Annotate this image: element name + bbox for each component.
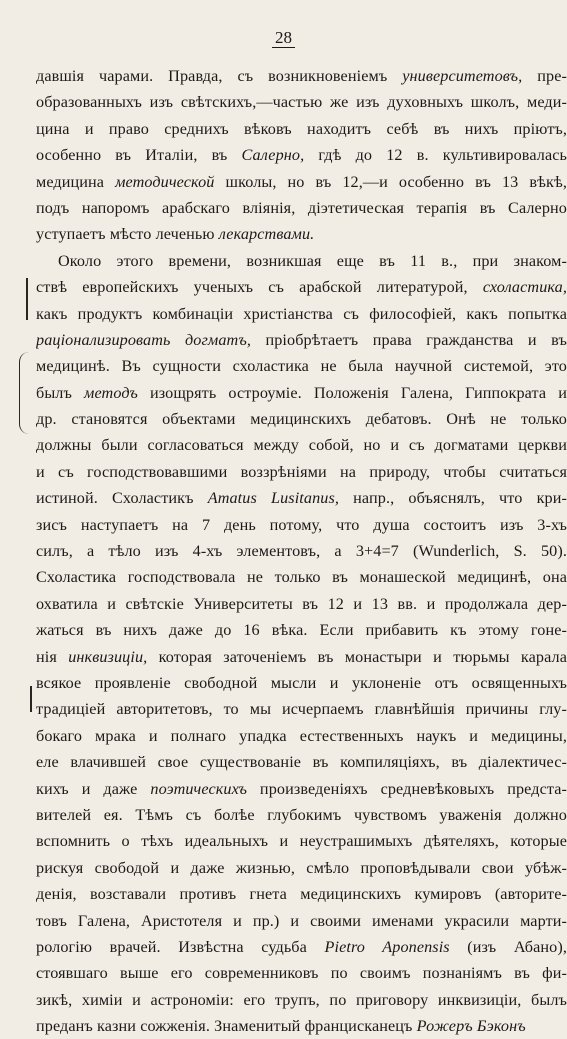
text-line <box>36 142 567 168</box>
text-line <box>36 802 567 828</box>
text-line <box>36 776 567 802</box>
text-line-tail: изощрять остроуміе. Положенія Галена, Гиппократа и <box>138 384 567 402</box>
text-line-plain: зисъ наступаетъ на 7 день потому, что душа состоитъ изъ 3-хъ <box>36 516 567 534</box>
text-line <box>36 169 567 195</box>
text-line-italic: методъ <box>84 384 138 402</box>
text-line <box>36 723 567 749</box>
text-line-plain: товъ Галена, Аристотеля и пр.) и своими именами украсили марти- <box>36 912 567 930</box>
text-line-plain: былъ <box>36 384 84 402</box>
text-line <box>36 987 567 1013</box>
text-line-italic: Amatus Lusitanus, <box>208 489 339 507</box>
text-line <box>36 459 567 485</box>
text-line-plain: медицинѣ. Въ сущности схоластика не была научной системой, это <box>36 357 567 375</box>
text-line-plain: денія, возставали противъ гнета медицинскихъ кумировъ (авторите- <box>36 885 567 903</box>
text-line <box>36 248 567 274</box>
text-line-plain: зикѣ, химіи и астрономіи: его трупъ, по приговору инквизиціи, былъ <box>36 991 567 1009</box>
text-line-plain: подъ напоромъ арабскаго вліянія, діэтетическая терапія въ Салерно <box>36 199 567 217</box>
text-line <box>36 274 567 300</box>
text-line <box>36 960 567 986</box>
text-line-plain: Около этого времени, возникшая еще въ 11 в., при знаком- <box>58 252 567 270</box>
text-line-plain: и съ господствовавшими воззрѣніями на природу, чтобы считаться <box>36 463 567 481</box>
text-line-italic: университетовъ, <box>402 67 522 85</box>
text-line-italic: Рожеръ Бэконъ <box>417 1017 526 1035</box>
text-line <box>36 908 567 934</box>
body-text <box>36 63 567 1039</box>
text-line-plain: рискуя свободой и даже жизнью, смѣло проповѣдывали свои убѣж- <box>36 859 567 877</box>
text-line-italic: схоластика, <box>483 278 567 296</box>
text-line <box>36 301 567 327</box>
text-line-italic: раціонализировать догматъ, <box>36 331 251 349</box>
page-number <box>0 28 567 48</box>
text-line <box>36 881 567 907</box>
text-line <box>36 564 567 590</box>
text-line-plain: какъ продуктъ комбинаціи христіанства съ философіей, какъ попытка <box>36 305 567 323</box>
text-line-tail: гдѣ до 12 в. культивировалась <box>304 146 567 164</box>
text-line-plain: преданъ казни сожженія. Знаменитый францисканецъ <box>36 1017 417 1035</box>
text-line <box>36 406 567 432</box>
text-line-italic: лекарствами. <box>219 225 315 243</box>
text-line-plain: давшія чарами. Правда, съ возникновеніемъ <box>36 67 402 85</box>
page-number-text: 28 <box>272 29 295 48</box>
text-line-plain: вспомнить о тѣхъ идеальныхъ и неустрашимыхъ дѣятеляхъ, которые <box>36 832 567 850</box>
text-line <box>36 63 567 89</box>
text-line-plain: ствѣ европейскихъ ученыхъ съ арабской литературой, <box>36 278 483 296</box>
text-line <box>36 591 567 617</box>
text-line-plain: образованныхъ изъ свѣтскихъ,—частью же изъ духовныхъ школъ, меди- <box>36 93 567 111</box>
text-line-plain: всякое проявленіе свободной мысли и уклоненіе отъ освященныхъ <box>36 674 567 692</box>
text-line-plain: Схоластика господствовала не только въ монашеской медицинѣ, она <box>36 568 567 586</box>
text-line-tail: напр., объяснялъ, что кри- <box>339 489 567 507</box>
text-line-tail: произведеніяхъ средневѣковыхъ предста- <box>247 780 567 798</box>
text-line-plain: охватила и свѣтскіе Университеты въ 12 и 13 вв. и продолжала дер- <box>36 595 567 613</box>
text-line-tail: пре- <box>522 67 567 85</box>
text-line-plain: нія <box>36 648 68 666</box>
text-line-plain: стоявшаго выше его современниковъ по своимъ познаніямъ въ фи- <box>36 964 567 982</box>
text-line-plain: жаться въ нихъ даже до 16 вѣка. Если прибавить къ этому гоне- <box>36 621 567 639</box>
text-line-plain: особенно въ Италіи, въ <box>36 146 242 164</box>
text-line-plain: кихъ и даже <box>36 780 150 798</box>
text-line <box>36 1013 567 1039</box>
text-line <box>36 485 567 511</box>
text-line-plain: должны были согласоваться между собой, но и съ догматами церкви <box>36 436 567 454</box>
text-line-italic: поэтическихъ <box>150 780 247 798</box>
text-line <box>36 749 567 775</box>
text-line <box>36 380 567 406</box>
text-line-plain: вителей ея. Тѣмъ съ болѣе глубокимъ чувствомъ уваженія должно <box>36 806 567 824</box>
text-line <box>36 116 567 142</box>
text-line-plain: истиной. Схоластикъ <box>36 489 208 507</box>
text-line-italic: Pietro Aponensis <box>325 938 450 956</box>
text-line <box>36 221 567 247</box>
margin-mark-small <box>30 686 32 712</box>
text-line <box>36 855 567 881</box>
text-line <box>36 512 567 538</box>
text-line-plain: цина и право среднихъ вѣковъ находитъ себѣ въ нихъ пріютъ, <box>36 120 567 138</box>
text-line-plain: медицина <box>36 173 115 191</box>
text-line <box>36 670 567 696</box>
text-line-italic: инквизиціи, <box>68 648 147 666</box>
text-line <box>36 934 567 960</box>
text-line-italic: Салерно, <box>242 146 305 164</box>
text-line <box>36 432 567 458</box>
text-line-tail: (изъ Абано), <box>450 938 567 956</box>
text-line-tail: пріобрѣтаетъ права гражданства и въ <box>251 331 567 349</box>
margin-mark-bracket <box>26 278 28 320</box>
text-line <box>36 538 567 564</box>
text-line-tail: которая заточеніемъ въ монастыри и тюрьмы карала <box>147 648 567 666</box>
text-line <box>36 617 567 643</box>
text-line-italic: методической <box>115 173 214 191</box>
text-line-tail: школы, но въ 12,—и особенно въ 13 вѣкѣ, <box>215 173 567 191</box>
text-line <box>36 353 567 379</box>
text-line-plain: др. становятся объектами медицинскихъ дебатовъ. Онѣ не только <box>36 410 567 428</box>
text-line <box>36 89 567 115</box>
text-line <box>36 327 567 353</box>
text-line-plain: бокаго мрака и полнаго упадка естественныхъ наукъ и медицины, <box>36 727 567 745</box>
margin-mark-curve <box>19 352 32 434</box>
text-line <box>36 696 567 722</box>
text-line-plain: еле влачившей свое существованіе въ компиляціяхъ, въ діалектичес- <box>36 753 567 771</box>
text-line-plain: силъ, а тѣло изъ 4-хъ элементовъ, а 3+4=7 (Wunderlich, S. 50). <box>36 542 567 560</box>
text-line <box>36 828 567 854</box>
text-line-plain: уступаетъ мѣсто леченью <box>36 225 219 243</box>
text-line <box>36 644 567 670</box>
text-line-plain: рологію врачей. Извѣстна судьба <box>36 938 325 956</box>
text-line-plain: традиціей авторитетовъ, то мы исчерпаемъ главнѣйшія причины глу- <box>36 700 567 718</box>
text-line <box>36 195 567 221</box>
